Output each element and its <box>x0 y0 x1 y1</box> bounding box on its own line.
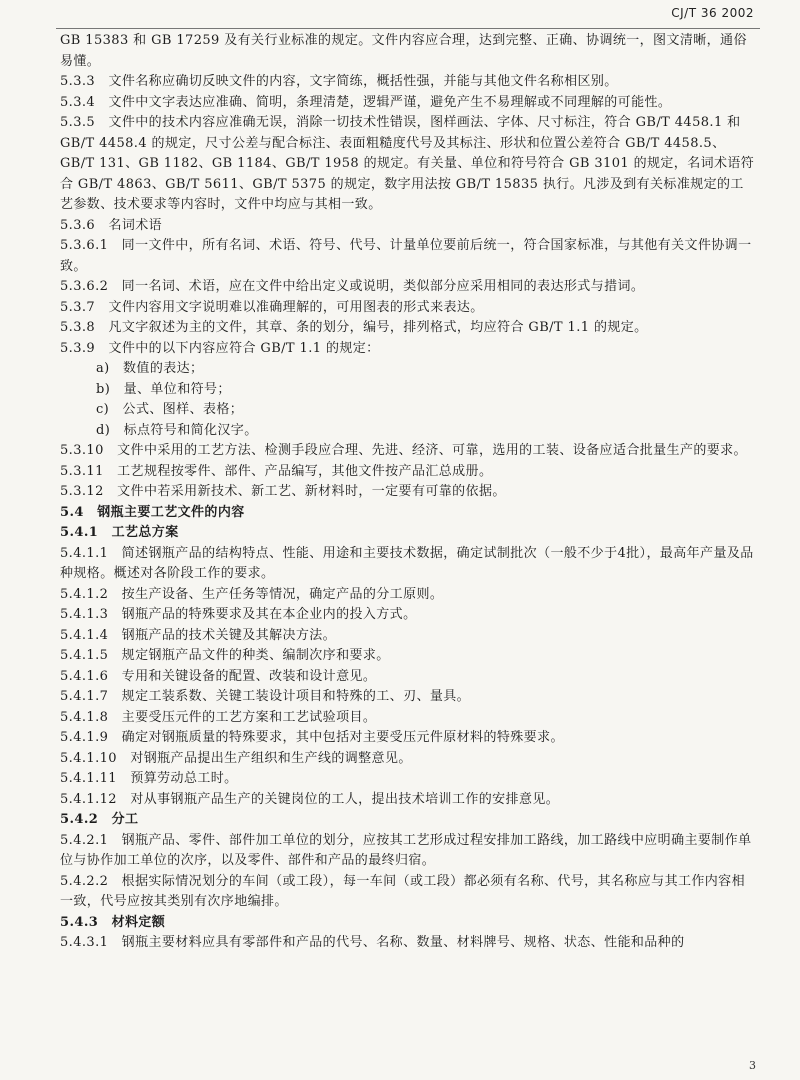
paragraph-line: 5.4.1.7 规定工装系数、关键工装设计项目和特殊的工、刃、量具。 <box>60 689 471 704</box>
section-heading: 5.4.1 工艺总方案 <box>60 525 179 540</box>
paragraph-line: 5.3.12 文件中若采用新技术、新工艺、新材料时，一定要有可靠的依据。 <box>60 484 506 499</box>
paragraph-line: 5.4.1.2 按生产设备、生产任务等情况，确定产品的分工原则。 <box>60 586 444 602</box>
paragraph-line: 5.4.1.11 预算劳动总工时。 <box>60 771 238 786</box>
paragraph-line: c) 公式、图样、表格； <box>96 402 244 417</box>
section-heading: 5.4.2 分工 <box>60 812 139 827</box>
paragraph-line: 5.3.9 文件中的以下内容应符合 GB/T 1.1 的规定： <box>60 340 380 356</box>
paragraph-line: 5.3.7 文件内容用文字说明难以准确理解的，可用图表的形式来表达。 <box>60 299 484 315</box>
paragraph-line: 5.4.2.2 根据实际情况划分的车间（或工段），每一车间（或工段）都必须有名称、代号，其名称应与其工作内容相一致，代号应按其类别有次序地编排。 <box>60 873 745 909</box>
paragraph-line: 5.4.1.12 对从事钢瓶产品生产的关键岗位的工人，提出技术培训工作的安排意见。 <box>60 791 560 807</box>
paragraph-line: 5.3.10 文件中采用的工艺方法、检测手段应合理、先进、经济、可靠，选用的工装、设备应适合批量生产的要求。 <box>60 443 747 458</box>
paragraph-line: 5.3.6.1 同一文件中，所有名词、术语、符号、代号、计量单位要前后统一，符合国家标准，与其他有关文件协调一致。 <box>60 238 752 274</box>
paragraph-line: 5.4.1.8 主要受压元件的工艺方案和工艺试验项目。 <box>60 709 377 725</box>
paragraph-line: 5.4.1.10 对钢瓶产品提出生产组织和生产线的调整意见。 <box>60 750 412 766</box>
section-heading: 5.4 钢瓶主要工艺文件的内容 <box>60 504 245 520</box>
paragraph-line: 5.3.5 文件中的技术内容应准确无误，消除一切技术性错误，图样画法、字体、尺寸标注，符合 GB/T 4458.1 和 GB/T 4458.4 的规定，尺寸公差与配合标注、表面粗糙度代号及其标注、形状和位置公差符合 GB/T 4458.5、GB/T 131、GB 1182、GB 1184、GB/T 1958 的规定。有关量、单位和符号符合 GB 3101 的规定，名词术语符合 GB/T 4863、GB/T 5611、GB/T 5375 的规定，数字用法按 GB/T 15835 执行。凡涉及到有关标准规定的工艺参数、技术要求等内容时，文件中均应与其相一致。 <box>60 115 755 212</box>
paragraph-line: 5.3.6 名词术语 <box>60 217 163 233</box>
paragraph-line: 5.3.11 工艺规程按零件、部件、产品编写，其他文件按产品汇总成册。 <box>60 463 493 479</box>
page-number: 3 <box>749 1059 756 1072</box>
paragraph-line: b) 量、单位和符号； <box>96 381 231 397</box>
paragraph-line: 5.4.3.1 钢瓶主要材料应具有零部件和产品的代号、名称、数量、材料牌号、规格、状态、性能和品种的 <box>60 935 685 950</box>
paragraph-line: d) 标点符号和简化汉字。 <box>96 422 258 438</box>
paragraph-line: 5.4.1.4 钢瓶产品的技术关键及其解决方法。 <box>60 627 337 643</box>
paragraph-line: 5.4.1.3 钢瓶产品的特殊要求及其在本企业内的投入方式。 <box>60 607 417 622</box>
paragraph-line: 5.3.8 凡文字叙述为主的文件，其章、条的划分，编号，排列格式，均应符合 GB/T 1.1 的规定。 <box>60 320 648 335</box>
document-body <box>60 31 756 954</box>
paragraph-line: 5.4.1.6 专用和关键设备的配置、改装和设计意见。 <box>60 668 377 684</box>
paragraph-line: 5.4.2.1 钢瓶产品、零件、部件加工单位的划分，应按其工艺形成过程安排加工路线，加工路线中应明确主要制作单位与协作加工单位的次序，以及零件、部件和产品的最终归宿。 <box>60 832 752 868</box>
paragraph-line: 5.4.1.5 规定钢瓶产品文件的种类、编制次序和要求。 <box>60 648 390 663</box>
paragraph-line: a) 数值的表达； <box>96 361 204 376</box>
paragraph-line: 5.4.1.1 简述钢瓶产品的结构特点、性能、用途和主要技术数据，确定试制批次（一般不少于4批），最高年产量及品种规格。概述对各阶段工作的要求。 <box>60 545 754 581</box>
paragraph-line: 5.3.6.2 同一名词、术语，应在文件中给出定义或说明，类似部分应采用相同的表达形式与措词。 <box>60 279 645 294</box>
paragraph-line: 5.3.4 文件中文字表达应准确、简明，条理清楚，逻辑严谨，避免产生不易理解或不同理解的可能性。 <box>60 94 672 110</box>
section-heading: 5.4.3 材料定额 <box>60 914 166 930</box>
paragraph-line: 5.4.1.9 确定对钢瓶质量的特殊要求，其中包括对主要受压元件原材料的特殊要求。 <box>60 730 564 745</box>
standard-code-header: CJ/T 36 2002 <box>671 6 754 20</box>
paragraph-line: 5.3.3 文件名称应确切反映文件的内容，文字简练，概括性强，并能与其他文件名称相区别。 <box>60 74 618 89</box>
header-rule <box>56 28 760 29</box>
paragraph-line: GB 15383 和 GB 17259 及有关行业标准的规定。文件内容应合理，达到完整、正确、协调统一，图文清晰，通俗易懂。 <box>60 33 747 69</box>
